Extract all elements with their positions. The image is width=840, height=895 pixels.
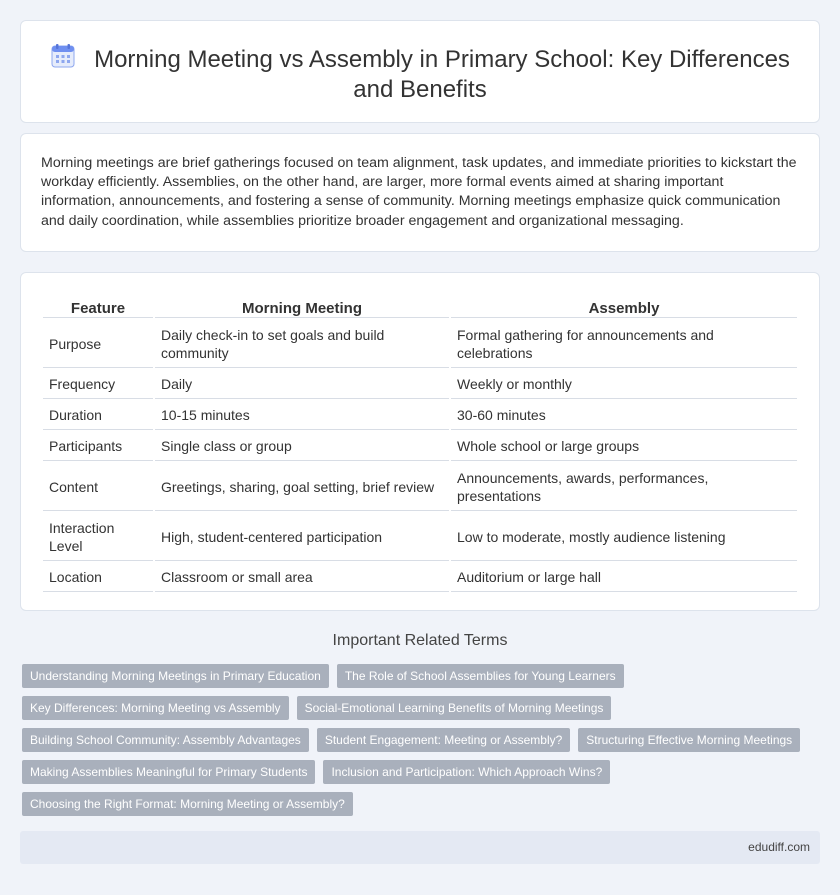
row-morning-meeting: Single class or group	[155, 432, 449, 461]
table-row	[43, 401, 797, 430]
header-assembly: Assembly	[451, 295, 797, 318]
related-term-tag[interactable]: Key Differences: Morning Meeting vs Assembly	[22, 696, 289, 720]
row-feature: Purpose	[43, 320, 153, 368]
row-morning-meeting: Classroom or small area	[155, 563, 449, 592]
intro-text: Morning meetings are brief gatherings focused on team alignment, task updates, and immediate priorities to kickstart the workday efficiently. Assemblies, on the other hand, are larger, more formal events aimed at sharing important information, announcements, and fostering a sense of community. Morning meetings emphasize quick communication and daily coordination, while assemblies prioritize broader engagement and organizational messaging.	[41, 155, 797, 229]
row-feature: Frequency	[43, 370, 153, 399]
row-morning-meeting: High, student-centered participation	[155, 513, 449, 561]
row-feature: Duration	[43, 401, 153, 430]
related-term-tag[interactable]: Inclusion and Participation: Which Approach Wins?	[323, 760, 610, 784]
row-assembly: Auditorium or large hall	[451, 563, 797, 592]
comparison-card	[20, 272, 820, 611]
footer-site-name[interactable]: edudiff.com	[748, 840, 810, 854]
header-feature: Feature	[43, 295, 153, 318]
intro-card	[20, 133, 820, 252]
table-header-row	[43, 295, 797, 318]
row-assembly: Weekly or monthly	[451, 370, 797, 399]
table-row	[43, 513, 797, 561]
row-morning-meeting: 10-15 minutes	[155, 401, 449, 430]
row-assembly: Announcements, awards, performances, presentations	[451, 463, 797, 511]
related-term-tag[interactable]: Social-Emotional Learning Benefits of Morning Meetings	[297, 696, 612, 720]
table-row	[43, 320, 797, 368]
title-card	[20, 20, 820, 123]
related-term-tag[interactable]: Making Assemblies Meaningful for Primary Students	[22, 760, 315, 784]
related-term-tag[interactable]: Choosing the Right Format: Morning Meeting or Assembly?	[22, 792, 353, 816]
comparison-table	[41, 293, 799, 594]
related-term-tag[interactable]: Building School Community: Assembly Advantages	[22, 728, 309, 752]
row-morning-meeting: Greetings, sharing, goal setting, brief review	[155, 463, 449, 511]
row-feature: Location	[43, 563, 153, 592]
footer	[20, 831, 820, 864]
header-morning-meeting: Morning Meeting	[155, 295, 449, 318]
related-terms-list	[22, 664, 812, 824]
calendar-icon	[50, 43, 76, 69]
related-term-tag[interactable]: Structuring Effective Morning Meetings	[578, 728, 800, 752]
table-row	[43, 463, 797, 511]
row-feature: Interaction Level	[43, 513, 153, 561]
page-title: Morning Meeting vs Assembly in Primary School: Key Differences and Benefits	[94, 46, 790, 103]
row-feature: Content	[43, 463, 153, 511]
row-feature: Participants	[43, 432, 153, 461]
related-term-tag[interactable]: Student Engagement: Meeting or Assembly?	[317, 728, 570, 752]
row-morning-meeting: Daily check-in to set goals and build community	[155, 320, 449, 368]
row-morning-meeting: Daily	[155, 370, 449, 399]
related-terms-title: Important Related Terms	[332, 632, 508, 649]
table-row	[43, 370, 797, 399]
row-assembly: Low to moderate, mostly audience listening	[451, 513, 797, 561]
table-row	[43, 563, 797, 592]
related-term-tag[interactable]: The Role of School Assemblies for Young Learners	[337, 664, 624, 688]
row-assembly: Whole school or large groups	[451, 432, 797, 461]
row-assembly: Formal gathering for announcements and celebrations	[451, 320, 797, 368]
row-assembly: 30-60 minutes	[451, 401, 797, 430]
page-title-wrap	[21, 43, 819, 105]
related-term-tag[interactable]: Understanding Morning Meetings in Primary Education	[22, 664, 329, 688]
table-row	[43, 432, 797, 461]
